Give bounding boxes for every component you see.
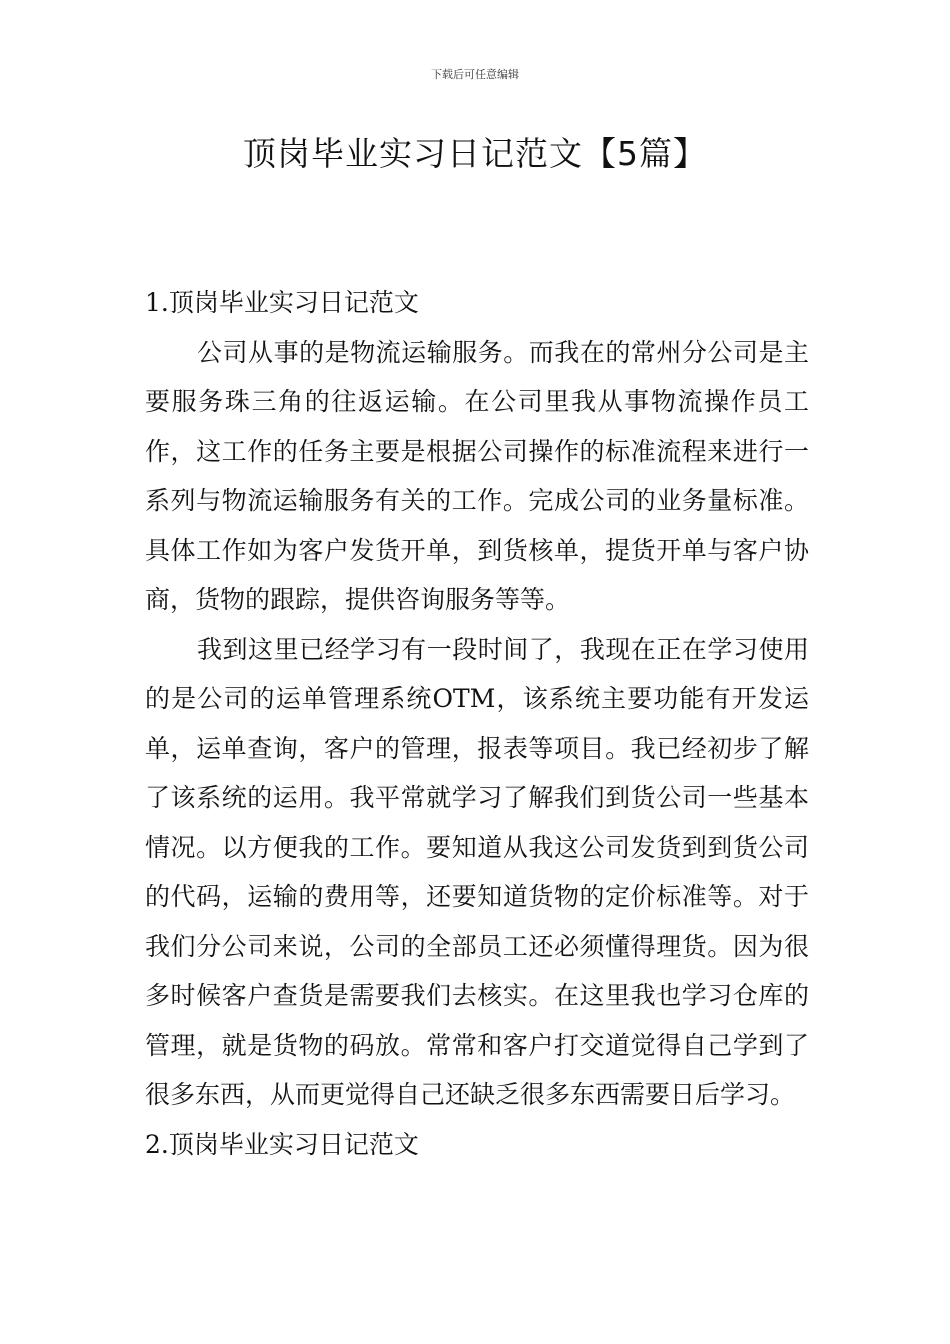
document-title: 顶岗毕业实习日记范文【5篇】 (243, 134, 707, 173)
section-heading-1: 1.顶岗毕业实习日记范文 (145, 288, 419, 317)
paragraph-2: 我到这里已经学习有一段时间了，我现在正在学习使用的是公司的运单管理系统OTM，该系统主要功能有开发运单，运单查询，客户的管理，报表等项目。我已经初步了解了该系统的运用。我平常就学习了解我们到货公司一些基本情况。以方便我的工作。要知道从我这公司发货到到货公司的代码，运输的费用等，还要知道货物的定价标准等。对于我们分公司来说，公司的全部员工还必须懂得理货。因为很多时候客户查货是需要我们去核实。在这里我也学习仓库的管理，就是货物的码放。常常和客户打交道觉得自己学到了很多东西，从而更觉得自己还缺乏很多东西需要日后学习。 (145, 634, 809, 1109)
document-body (145, 278, 809, 1169)
section-heading-2: 2.顶岗毕业实习日记范文 (145, 1129, 419, 1159)
paragraph-1: 公司从事的是物流运输服务。而我在的常州分公司是主要服务珠三角的往返运输。在公司里我从事物流操作员工作，这工作的任务主要是根据公司操作的标准流程来进行一系列与物流运输服务有关的工作。完成公司的业务量标准。具体工作如为客户发货开单，到货核单，提货开单与客户协商，货物的跟踪，提供咨询服务等等。 (145, 337, 809, 614)
header-note: 下载后可任意编辑 (431, 68, 519, 81)
